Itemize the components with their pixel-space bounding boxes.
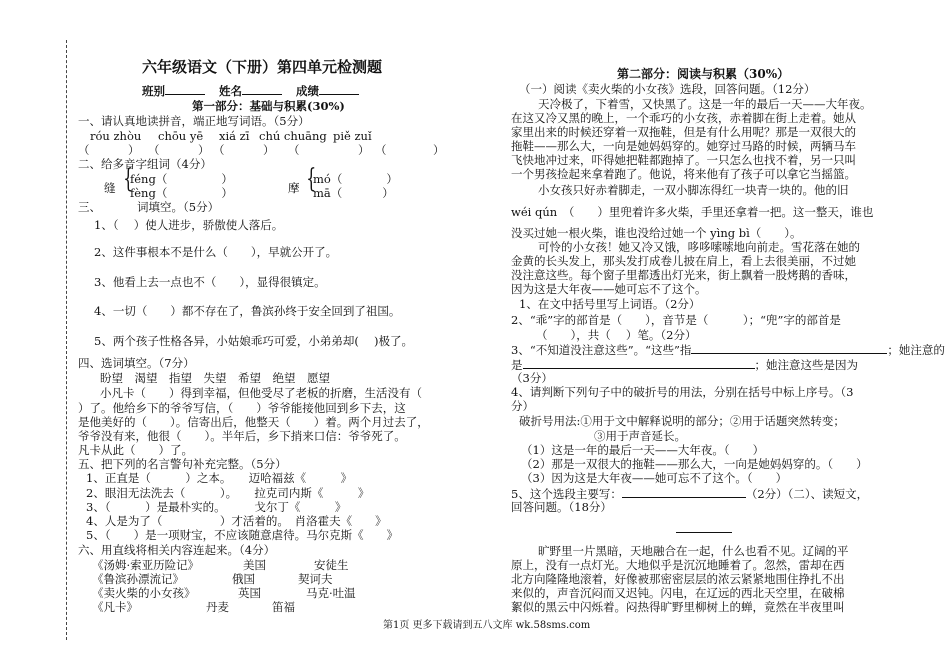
name-label: 姓名: [219, 84, 243, 98]
rq4-dash-usage-2: ③用于声音延长。: [594, 429, 686, 443]
passage3-line-2: 金黄的长头发上，那头发打成卷儿披在肩上，看上去很美丽，不过她: [511, 254, 856, 268]
q4-word-bank: 盼望 渴望 指望 失望 希望 绝望 愿望: [100, 371, 330, 385]
passage2-line-1: 小女孩只好赤着脚走，一双小脚冻得红一块青一块的。他的旧: [538, 183, 849, 197]
q3-item-3: 3、他看上去一点也不（ ），显得很镇定。: [94, 275, 326, 289]
q6-author-1[interactable]: 安徒生: [314, 558, 349, 572]
rq4-line-1: 4、请判断下列句子中的破折号的用法，分别在括号中标上序号。（3: [511, 385, 854, 399]
rq3-blank-1[interactable]: [691, 342, 887, 354]
q1-answer-3-open[interactable]: （: [213, 143, 225, 157]
q6-book-3[interactable]: 《卖火柴的小女孩》: [92, 586, 196, 600]
passage4-line-4: 来似的，声音沉闷而又迟钝。闪电，在辽远的西北天空里，在破棉: [511, 586, 845, 600]
q2-brace-feng: {: [123, 164, 134, 194]
passage1-line-3: 家里出来的时候还穿着一双拖鞋，但是有什么用呢？那是一双很大的: [511, 125, 856, 139]
pinyin-4: chú chuāng: [259, 129, 327, 143]
passage4-line-1: 旷野里一片黑暗，天地融合在一起，什么也看不见。辽阔的平: [538, 544, 849, 558]
q1-answer-2-close: ）: [198, 143, 210, 157]
passage4-line-3: 北方向隆隆地滚着，好像被那密密层层的浓云紧紧地围住挣扎不出: [511, 572, 845, 586]
pinyin-3: xiá zī: [219, 129, 250, 143]
binding-line: [66, 40, 67, 640]
q2-heading: 二、给多音字组词（4分）: [78, 157, 212, 171]
q3-heading: 三、 词填空。（5分）: [78, 200, 220, 214]
q2-mo-2[interactable]: mā（ ）: [313, 186, 394, 200]
pinyin-5: piě zuǐ: [333, 129, 372, 143]
rq4-dash-usage-1: 破折号用法:①用于文中解释说明的部分；②用于话题突然转变；: [519, 414, 845, 428]
q1-answer-5-open[interactable]: （: [375, 143, 387, 157]
q4-line-4: 爷爷没有来，他很（ ）。半年后，乡下捎来口信：爷爷死了。: [78, 429, 406, 443]
q5-item-5: 5、（ ）是一项财宝，不应该随意虐待。马尔克斯《 》: [86, 528, 399, 542]
q1-answer-3-close: ）: [263, 143, 275, 157]
pinyin-wei-qun: wéi qún: [511, 205, 558, 219]
q1-answer-2-open[interactable]: （: [148, 143, 160, 157]
part2-heading: 第二部分：阅读与积累（30%）: [617, 67, 790, 81]
passage1-line-2: 在这又冷又黑的晚上，一个乖巧的小女孩，赤着脚在街上走着。她从: [511, 111, 856, 125]
rq3-blank-2[interactable]: [523, 357, 755, 369]
pinyin-1: róu zhòu: [90, 129, 142, 143]
q1-heading: 一、请认真地读拼音，端正地写词语。（5分）: [78, 114, 310, 128]
exam-title: 六年级语文（下册）第四单元检测题: [142, 58, 383, 76]
q5-item-3: 3、（ ）是最朴实的。 戈尔丁《 》: [86, 500, 347, 514]
q6-book-1[interactable]: 《汤姆·索亚历险记》: [92, 558, 200, 572]
q6-author-3[interactable]: 马克·吐温: [306, 586, 356, 600]
passage2-line-3: 没买过她一根火柴，谁也没给过她一个 yìng bì（ ）。: [511, 226, 802, 240]
rq4-item-3: （3）因为这是大年夜——她可忘不了这个。（ ）: [521, 471, 788, 485]
name-blank[interactable]: [242, 83, 282, 95]
rq4-line-2: 分）: [511, 399, 534, 413]
passage4-line-5: 絮似的黑云中闪烁着。闷热得旷野里柳树上的蝉，竟然在半夜里叫: [511, 600, 845, 614]
q5-item-1: 1、正直是（ ）之本。 迈哈福兹《 》: [86, 471, 353, 485]
rq3-line-1: 3、“不知道没注意这些”。“这些”指 ；她注意的: [511, 343, 945, 357]
passage4-line-2: 原上，没有一点灯光。大地似乎是沉沉地睡着了。忽然，雷却在西: [511, 558, 845, 572]
q6-heading: 六、用直线将相关内容连起来。（4分）: [78, 543, 276, 557]
passage1-line-1: 天冷极了，下着雪，又快黑了。这是一年的最后一天——大年夜。: [538, 97, 872, 111]
q5-item-2: 2、眼泪无法洗去（ ）。 拉克司内斯《 》: [86, 486, 370, 500]
score-blank[interactable]: [319, 83, 359, 95]
q6-author-4[interactable]: 笛福: [272, 600, 295, 614]
class-blank[interactable]: [165, 83, 205, 95]
q1-answer-1-open[interactable]: （: [78, 143, 90, 157]
q5-heading: 五、把下列的名言警句补充完整。（5分）: [78, 457, 287, 471]
q1-answer-1-close: ）: [128, 143, 140, 157]
q3-item-5: 5、两个孩子性格各异，小姑娘乖巧可爱，小弟弟却( )极了。: [94, 334, 413, 348]
score-label: 成绩: [296, 84, 320, 98]
q3-item-1: 1、（ ）使人进步，骄傲使人落后。: [94, 218, 284, 232]
rq2-line-2: （ ），共（ ）笔。（2分）: [536, 328, 697, 342]
q6-book-4[interactable]: 《凡卡》: [92, 600, 138, 614]
passage3-line-1: 可怜的小女孩！她又冷又饿，哆哆嗦嗦地向前走。雪花落在她的: [538, 240, 860, 254]
rq5-line-2: 回答问题。（18分）: [511, 500, 612, 514]
rq4-item-2: （2）那是一双很大的拖鞋——那么大，一向是她妈妈穿的。（ ）: [521, 457, 868, 471]
q2-brace-mo: {: [306, 164, 317, 194]
q2-char-mo: 摩: [288, 181, 300, 195]
rq4-item-1: （1）这是一年的最后一天——大年夜。（ ）: [521, 443, 765, 457]
rq1: 1、在文中括号里写上词语。（2分）: [519, 297, 701, 311]
reading1-heading: （一）阅读《卖火柴的小女孩》选段，回答问题。（12分）: [519, 82, 816, 96]
part1-heading: 第一部分：基础与积累(30%): [192, 99, 345, 113]
q4-line-3: 是他美好的（ ）。信寄出后，他整天（ ）着。两个月过去了，: [78, 415, 429, 429]
page-footer: 第1页 更多下载请到五八文库 wk.58sms.com: [383, 620, 591, 631]
passage1-line-5: 飞快地冲过来，吓得她把鞋都跑掉了。一只怎么也找不着，另一只叫: [511, 153, 856, 167]
rq5-line-1: 5、这个选段主要写： （2分）（二）、读短文，: [511, 487, 869, 501]
q6-country-3[interactable]: 英国: [238, 586, 261, 600]
pinyin-2: chōu yē: [158, 129, 204, 143]
q6-author-2[interactable]: 契诃夫: [298, 572, 333, 586]
q6-country-1[interactable]: 美国: [243, 558, 266, 572]
passage3-line-3: 没注意这些。每个窗子里都透出灯光来，街上飘着一股烤鹅的香味，: [511, 268, 856, 282]
q2-feng-2[interactable]: fèng（ ）: [130, 186, 233, 200]
rq3-line-2: 是 ；她注意这些是因为: [511, 358, 858, 372]
q6-country-4[interactable]: 丹麦: [206, 600, 229, 614]
passage-title-line: [676, 532, 732, 533]
q1-answer-4-open[interactable]: （: [288, 143, 300, 157]
q4-line-5: 凡卡从此（ ）了。: [78, 443, 193, 457]
rq5-blank[interactable]: [622, 486, 746, 498]
q2-mo-1[interactable]: mó（ ）: [313, 172, 398, 186]
q6-book-2[interactable]: 《鲁滨孙漂流记》: [92, 572, 184, 586]
student-info: [142, 83, 359, 98]
q1-answer-4-close: ）: [358, 143, 370, 157]
passage1-line-6: 一个男孩捡起来拿着跑了。他说，将来他有了孩子可以拿它当摇篮。: [511, 167, 856, 181]
passage1-line-4: 拖鞋——那么大，一向是她妈妈穿的。她穿过马路的时候，两辆马车: [511, 139, 856, 153]
q3-item-2: 2、这件事根本不是什么（ ），早就公开了。: [94, 245, 338, 259]
q4-line-1: 小凡卡（ ）得到幸福，但他受尽了老板的折磨，生活没有（: [100, 386, 422, 400]
q4-line-2: ）了。他给乡下的爷爷写信，（ ）爷爷能接他回到乡下去，这: [78, 401, 406, 415]
q2-feng-1[interactable]: féng（ ）: [130, 172, 233, 186]
q6-country-2[interactable]: 俄国: [232, 572, 255, 586]
passage2-line-2: wéi qún （ ）里兜着许多火柴，手里还拿着一把。这一整天，谁也: [511, 205, 874, 219]
q5-item-4: 4、人是为了（ ）才活着的。 肖洛霍夫《 》: [86, 514, 387, 528]
q3-item-4: 4、一切（ ）都不存在了，鲁滨孙终于安全回到了祖国。: [94, 304, 401, 318]
q4-heading: 四、选词填空。（7分）: [78, 356, 195, 370]
rq2-line-1: 2、“乖”字的部首是（ ），音节是（ ）；“兜”字的部首是: [511, 313, 841, 327]
passage3-line-4: 因为这是大年夜——她可忘不了这个。: [511, 282, 707, 296]
rq3-line-3: （3分）: [511, 371, 553, 385]
q1-answer-5-close: ）: [433, 143, 445, 157]
class-label: 班别: [142, 84, 165, 98]
q2-char-feng: 缝: [104, 181, 116, 195]
